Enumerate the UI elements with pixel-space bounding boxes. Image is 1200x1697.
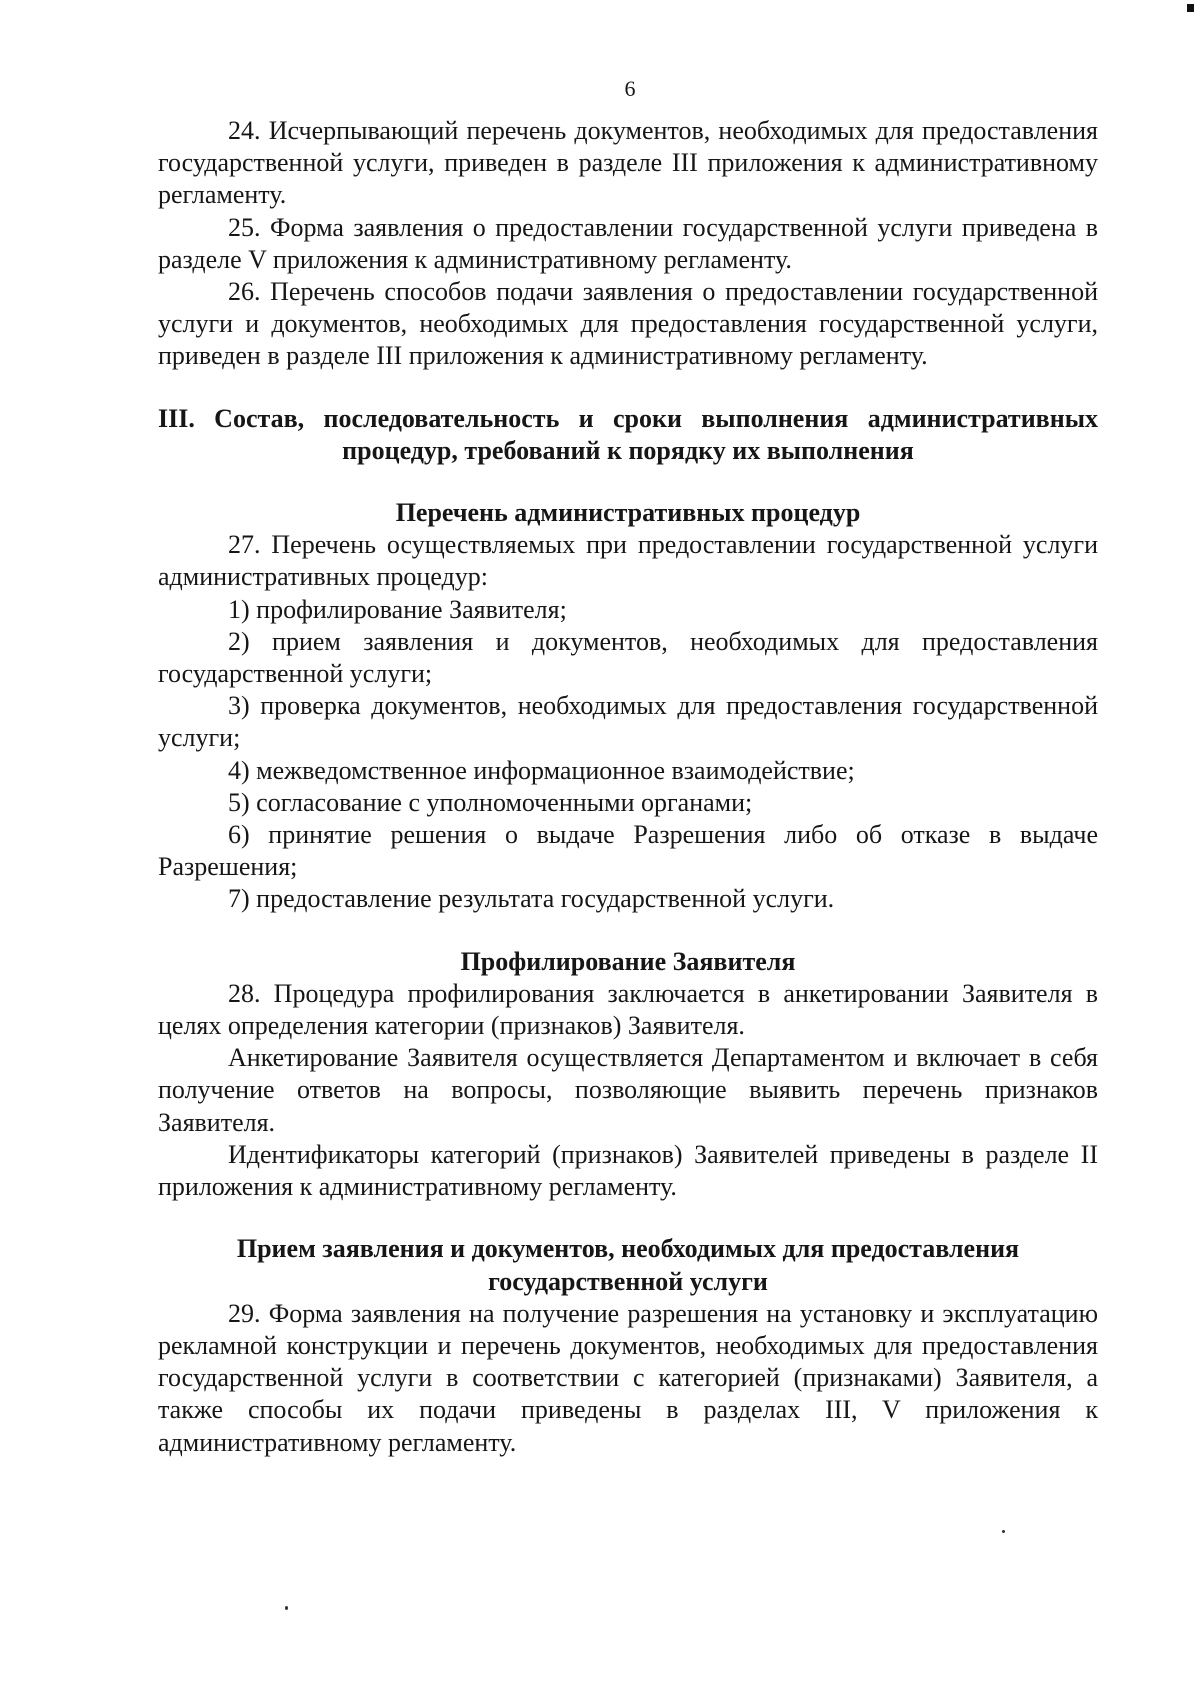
list-item-4: 4) межведомственное информационное взаимодействие; xyxy=(228,755,855,785)
heading-procedures-list: Перечень административных процедур xyxy=(395,498,861,528)
paragraph-29: 29. Форма заявления на получение разрешения на установку и эксплуатацию рекламной конструкции и перечень документов, необходимых для предоставления государственной услуги в соответствии с категорией (признаками) Заявителя, а также способы их подачи приведены в разделах III, V приложения к административному регламенту. xyxy=(158,1298,1098,1457)
list-item-1: 1) профилирование Заявителя; xyxy=(228,594,567,624)
scan-corner-mark xyxy=(1187,4,1194,12)
list-item-2: 2) прием заявления и документов, необходимых для предоставления государственной услуги; xyxy=(158,626,1098,689)
heading-profiling: Профилирование Заявителя xyxy=(460,946,796,976)
paragraph-28: 28. Процедура профилирования заключается в анкетировании Заявителя в целях определения категории (признаков) Заявителя. xyxy=(158,978,1098,1041)
paragraph-28-questionnaire: Анкетирование Заявителя осуществляется Департаментом и включает в себя получение ответов на вопросы, позволяющие выявить перечень признаков Заявителя. xyxy=(158,1043,1098,1137)
list-item-7: 7) предоставление результата государственной услуги. xyxy=(228,884,835,914)
paragraph-28-identifiers: Идентификаторы категорий (признаков) Заявителей приведены в разделе II приложения к административному регламенту. xyxy=(158,1139,1098,1202)
list-item-3: 3) проверка документов, необходимых для предоставления государственной услуги; xyxy=(158,691,1098,753)
scan-speck xyxy=(1002,1530,1005,1533)
paragraph-24: 24. Исчерпывающий перечень документов, необходимых для предоставления государственной услуги, приведен в разделе III приложения к административному регламенту. xyxy=(158,116,1098,210)
paragraph-26: 26. Перечень способов подачи заявления о предоставлении государственной услуги и документов, необходимых для предоставления государственной услуги, приведен в разделе III приложения к административному регламенту. xyxy=(158,277,1098,371)
list-item-6: 6) принятие решения о выдаче Разрешения либо об отказе в выдаче Разрешения; xyxy=(158,820,1098,882)
section-heading-line-2: процедур, требований к порядку их выполнения xyxy=(342,435,914,465)
heading-reception xyxy=(158,1233,1098,1297)
list-item-5: 5) согласование с уполномоченными органами; xyxy=(228,787,753,817)
paragraph-27: 27. Перечень осуществляемых при предоставлении государственной услуги административных процедур: xyxy=(158,530,1098,592)
paragraph-25: 25. Форма заявления о предоставлении государственной услуги приведена в разделе V приложения к административному регламенту. xyxy=(158,212,1098,274)
heading-reception-line-1: Прием заявления и документов, необходимых для предоставления xyxy=(236,1234,1020,1264)
heading-reception-line-2: государственной услуги xyxy=(488,1266,768,1296)
scan-speck xyxy=(285,1606,288,1610)
document-body xyxy=(158,115,1098,1459)
section-heading-line-1: III. Состав, последовательность и сроки выполнения административных xyxy=(158,403,1098,433)
page-number: 6 xyxy=(624,76,636,101)
section-heading-iii xyxy=(158,403,1098,467)
